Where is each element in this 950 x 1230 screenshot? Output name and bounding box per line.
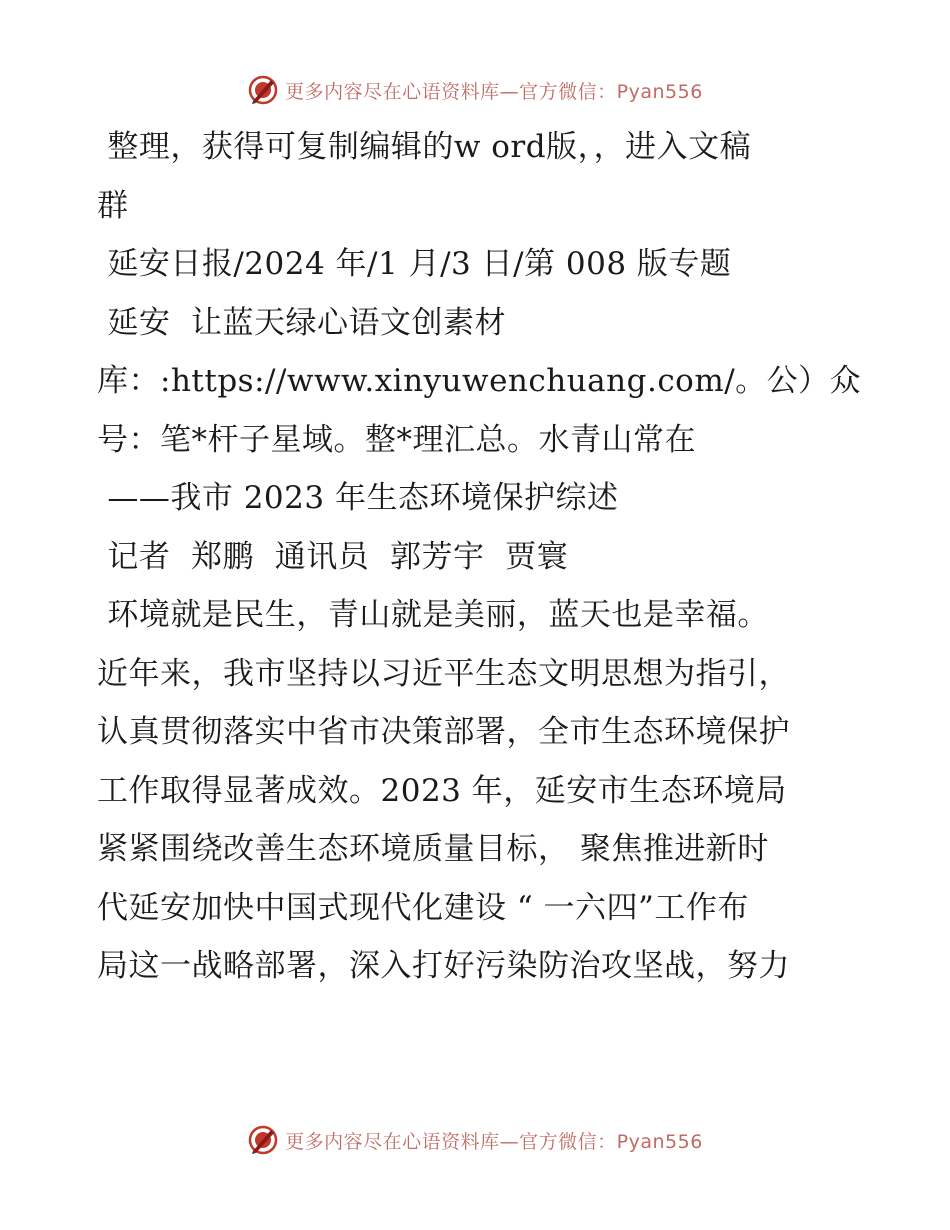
text-line: 库：:https://www.xinyuwenchuang.com/。公）众	[97, 363, 862, 399]
text-line: 紧紧围绕改善生态环境质量目标， 聚焦推进新时	[97, 831, 769, 867]
text-line: 号：笔*杆子星域。整*理汇总。水青山常在	[97, 421, 696, 458]
footer-watermark-banner	[0, 1120, 950, 1160]
banner-text: 更多内容尽在心语资料库—官方微信：Pyan556	[285, 1130, 703, 1153]
banner-content	[247, 1124, 703, 1156]
pen-seal-logo-icon	[247, 74, 279, 106]
text-line: 整理，获得可复制编辑的w ord版，，进入文稿	[97, 129, 752, 165]
document-body	[97, 118, 862, 996]
byline: 记者 郑鹏 通讯员 郭芳宇 贾寰	[97, 538, 569, 575]
text-line: 近年来，我市坚持以习近平生态文明思想为指引，	[97, 655, 790, 692]
article-subtitle: ——我市 2023 年生态环境保护综述	[97, 480, 619, 516]
pen-seal-logo-icon	[247, 1124, 279, 1156]
text-line: 延安日报/2024 年/1 月/3 日/第 008 版专题	[97, 246, 732, 282]
text-line: 代延安加快中国式现代化建设 “ 一六四”工作布	[97, 889, 749, 926]
banner-text: 更多内容尽在心语资料库—官方微信：Pyan556	[285, 80, 703, 103]
header-watermark-banner	[0, 70, 950, 110]
text-line: 环境就是民生，青山就是美丽，蓝天也是幸福。	[97, 597, 769, 633]
text-line: 群	[97, 187, 129, 224]
text-line: 局这一战略部署，深入打好污染防治攻坚战，努力	[97, 948, 790, 984]
banner-content	[247, 74, 703, 106]
text-line: 延安 让蓝天绿心语文创素材	[97, 304, 507, 341]
text-line: 工作取得显著成效。2023 年，延安市生态环境局	[97, 772, 787, 809]
text-line: 认真贯彻落实中省市决策部署，全市生态环境保护	[97, 714, 790, 750]
